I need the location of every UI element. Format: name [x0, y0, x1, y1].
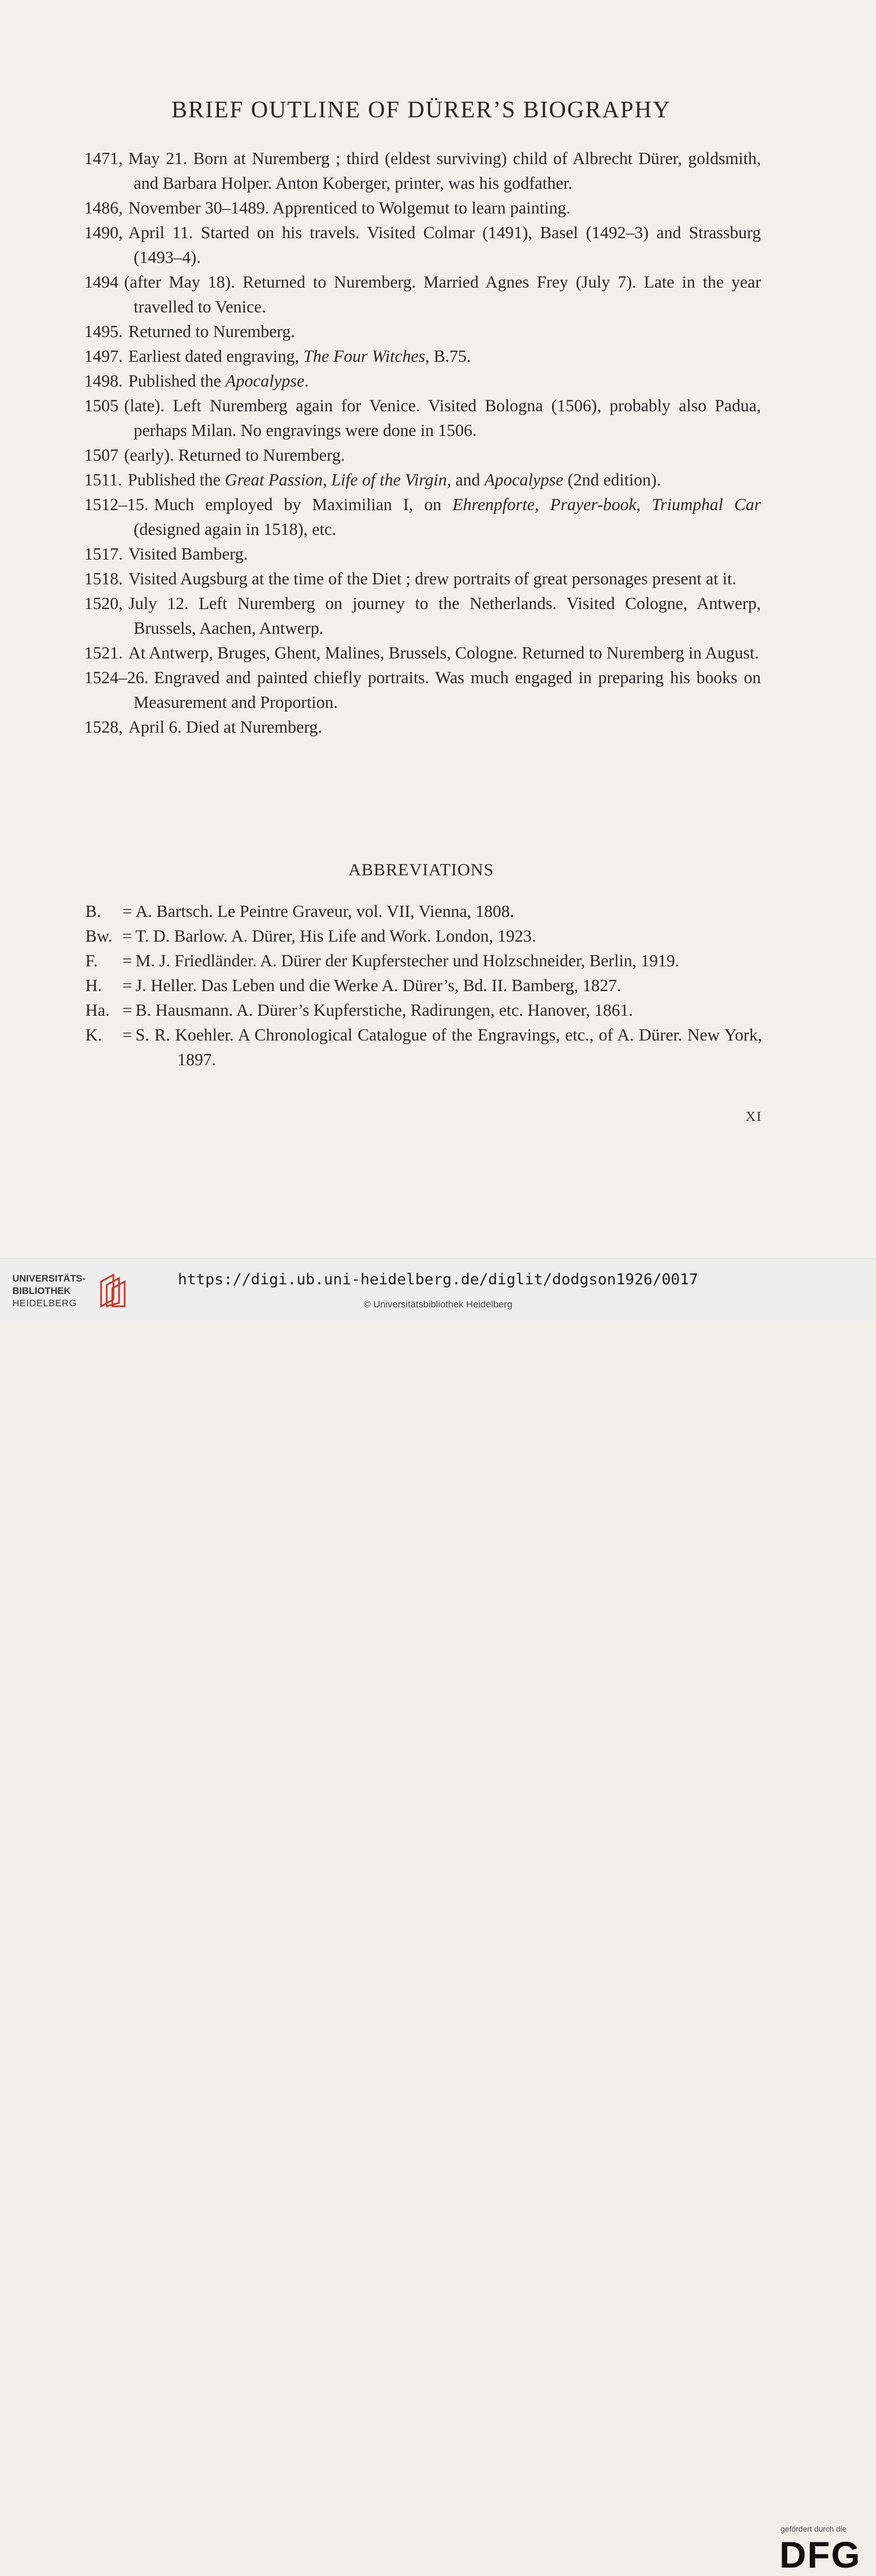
- entry-year: 1498.: [84, 371, 123, 390]
- entry-year: 1521.: [84, 643, 123, 662]
- entry-text: Returned to Nuremberg.: [128, 322, 295, 341]
- entry-text: November 30–1489. Apprenticed to Wolgemut to learn painting.: [128, 198, 571, 217]
- chronology-entry: [84, 220, 761, 270]
- chronology-entry: [84, 715, 761, 739]
- abbreviation-text: M. J. Friedländer. A. Dürer der Kupferstecher und Holzschneider, Berlin, 1919.: [135, 951, 679, 970]
- abbreviation-key: B.: [85, 902, 101, 921]
- copyright-notice: © Universitätsbibliothek Heidelberg: [363, 1299, 513, 1310]
- entry-text: (after May 18). Returned to Nuremberg. Married Agnes Frey (July 7). Late in the year travelled to Venice.: [124, 272, 761, 316]
- equals-sign: =: [122, 1025, 133, 1044]
- chronology-entry: [84, 566, 761, 591]
- abbreviation-row: [85, 1023, 762, 1072]
- chronology-entry: [84, 344, 761, 369]
- abbreviation-row: [85, 948, 762, 973]
- chronology-entry: [84, 369, 761, 393]
- chronology-entry: [84, 196, 761, 220]
- equals-sign: =: [122, 1001, 133, 1020]
- entry-year: 1497.: [84, 347, 123, 366]
- funding-caption: gefördert durch die: [781, 2524, 847, 2533]
- entry-text: (designed again in 1518), etc.: [134, 520, 336, 539]
- chronology-entry: [84, 319, 761, 344]
- page-number: XI: [746, 1110, 763, 1124]
- library-name-line: HEIDELBERG: [12, 1298, 77, 1309]
- entry-year: 1528,: [84, 717, 123, 737]
- abbreviation-row: [85, 899, 762, 924]
- chronology-entry: [84, 542, 761, 566]
- chronology-entry: [84, 270, 761, 319]
- chronology-entry: [84, 665, 761, 715]
- abbreviation-key: F.: [85, 951, 98, 970]
- abbreviation-text: A. Bartsch. Le Peintre Graveur, vol. VII, Vienna, 1808.: [135, 902, 514, 921]
- equals-sign: =: [122, 926, 133, 946]
- chronology-entry: [84, 393, 761, 443]
- entry-text: (early). Returned to Nuremberg.: [124, 446, 345, 465]
- abbreviation-key: H.: [85, 976, 102, 995]
- entry-year: 1494: [84, 272, 118, 292]
- entry-year: 1524–26.: [84, 668, 149, 687]
- page-title: BRIEF OUTLINE OF DÜRER’S BIOGRAPHY: [171, 97, 671, 123]
- viewer-footer: [0, 1259, 876, 2575]
- entry-text: At Antwerp, Bruges, Ghent, Malines, Brussels, Cologne. Returned to Nuremberg in August.: [128, 643, 759, 662]
- entry-year: 1518.: [84, 569, 123, 588]
- entry-text: Published the: [127, 470, 225, 489]
- entry-year: 1517.: [84, 544, 123, 564]
- equals-sign: =: [122, 976, 133, 995]
- entry-year: 1512–15.: [84, 495, 149, 514]
- equals-sign: =: [122, 902, 133, 921]
- abbreviation-row: [85, 998, 762, 1023]
- entry-year: 1505: [84, 396, 118, 415]
- library-name-line: UNIVERSITÄTS-: [12, 1273, 86, 1284]
- abbreviation-row: [85, 973, 762, 998]
- abbreviation-text: J. Heller. Das Leben und die Werke A. Dürer’s, Bd. II. Bamberg, 1827.: [135, 976, 622, 995]
- document-page: [0, 0, 876, 1259]
- chronology-entry: [84, 591, 761, 640]
- entry-text: July 12. Left Nuremberg on journey to the Netherlands. Visited Cologne, Antwerp, Brussels, Aachen, Antwerp.: [128, 594, 761, 638]
- abbreviations-list: [85, 899, 762, 1072]
- entry-text: Engraved and painted chiefly portraits. Was much engaged in preparing his books on Measurement and Proportion.: [134, 668, 761, 712]
- entry-text: April 6. Died at Nuremberg.: [128, 717, 322, 737]
- abbreviation-text: S. R. Koehler. A Chronological Catalogue of the Engravings, etc., of A. Dürer. New York, 1897.: [135, 1025, 762, 1069]
- equals-sign: =: [122, 951, 133, 970]
- permalink-url[interactable]: https://digi.ub.uni-heidelberg.de/diglit/dodgson1926/0017: [177, 1271, 699, 1288]
- library-name-line: BIBLIOTHEK: [12, 1285, 71, 1296]
- abbreviation-text: B. Hausmann. A. Dürer’s Kupferstiche, Radirungen, etc. Hanover, 1861.: [135, 1001, 633, 1020]
- work-title: The Four Witches: [303, 347, 426, 366]
- entry-text: Published the: [128, 371, 226, 390]
- entry-text: , B.75.: [425, 347, 471, 366]
- entry-text: Much employed by Maximilian I, on: [154, 495, 453, 514]
- work-title: Apocalypse: [225, 371, 305, 390]
- abbreviation-row: [85, 924, 762, 948]
- entry-text: May 21. Born at Nuremberg ; third (eldest surviving) child of Albrecht Dürer, goldsmith, and Barbara Holper. Anton Koberger, printer, was his godfather.: [128, 149, 761, 193]
- entry-text: Visited Bamberg.: [128, 544, 248, 564]
- chronology-list: [84, 146, 761, 739]
- chronology-entry: [84, 146, 761, 196]
- entry-year: 1511.: [84, 470, 122, 489]
- abbreviations-heading: ABBREVIATIONS: [348, 860, 494, 879]
- dfg-logo[interactable]: DFG: [779, 2534, 861, 2575]
- abbreviation-key: K.: [85, 1025, 102, 1044]
- chronology-entry: [84, 640, 761, 665]
- entry-year: 1471,: [84, 149, 123, 168]
- chronology-entry: [84, 443, 761, 467]
- abbreviation-text: T. D. Barlow. A. Dürer, His Life and Work. London, 1923.: [135, 926, 536, 946]
- entry-text: Earliest dated engraving,: [128, 347, 304, 366]
- entry-text: .: [304, 371, 309, 390]
- entry-year: 1486,: [84, 198, 123, 217]
- abbreviation-key: Bw.: [85, 926, 113, 946]
- work-title: Apocalypse: [484, 470, 564, 489]
- chronology-entry: [84, 467, 761, 492]
- entry-year: 1520,: [84, 594, 123, 613]
- entry-text: April 11. Started on his travels. Visited Colmar (1491), Basel (1492–3) and Strassburg (1493–4).: [128, 223, 761, 267]
- entry-text: (2nd edition).: [563, 470, 661, 489]
- chronology-entry: [84, 492, 761, 542]
- entry-text: and: [451, 470, 485, 489]
- entry-text: (late). Left Nuremberg again for Venice. Visited Bologna (1506), probably also Padua, perhaps Milan. No engravings were done in 1506.: [124, 396, 761, 440]
- entry-year: 1507: [84, 446, 118, 465]
- abbreviation-key: Ha.: [85, 1001, 110, 1020]
- work-title: Ehrenpforte, Prayer-book, Triumphal Car: [452, 495, 761, 514]
- work-title: Great Passion, Life of the Virgin,: [225, 470, 451, 489]
- entry-year: 1490,: [84, 223, 123, 242]
- entry-text: Visited Augsburg at the time of the Diet ; drew portraits of great personages present at it.: [128, 569, 737, 588]
- entry-year: 1495.: [84, 322, 123, 341]
